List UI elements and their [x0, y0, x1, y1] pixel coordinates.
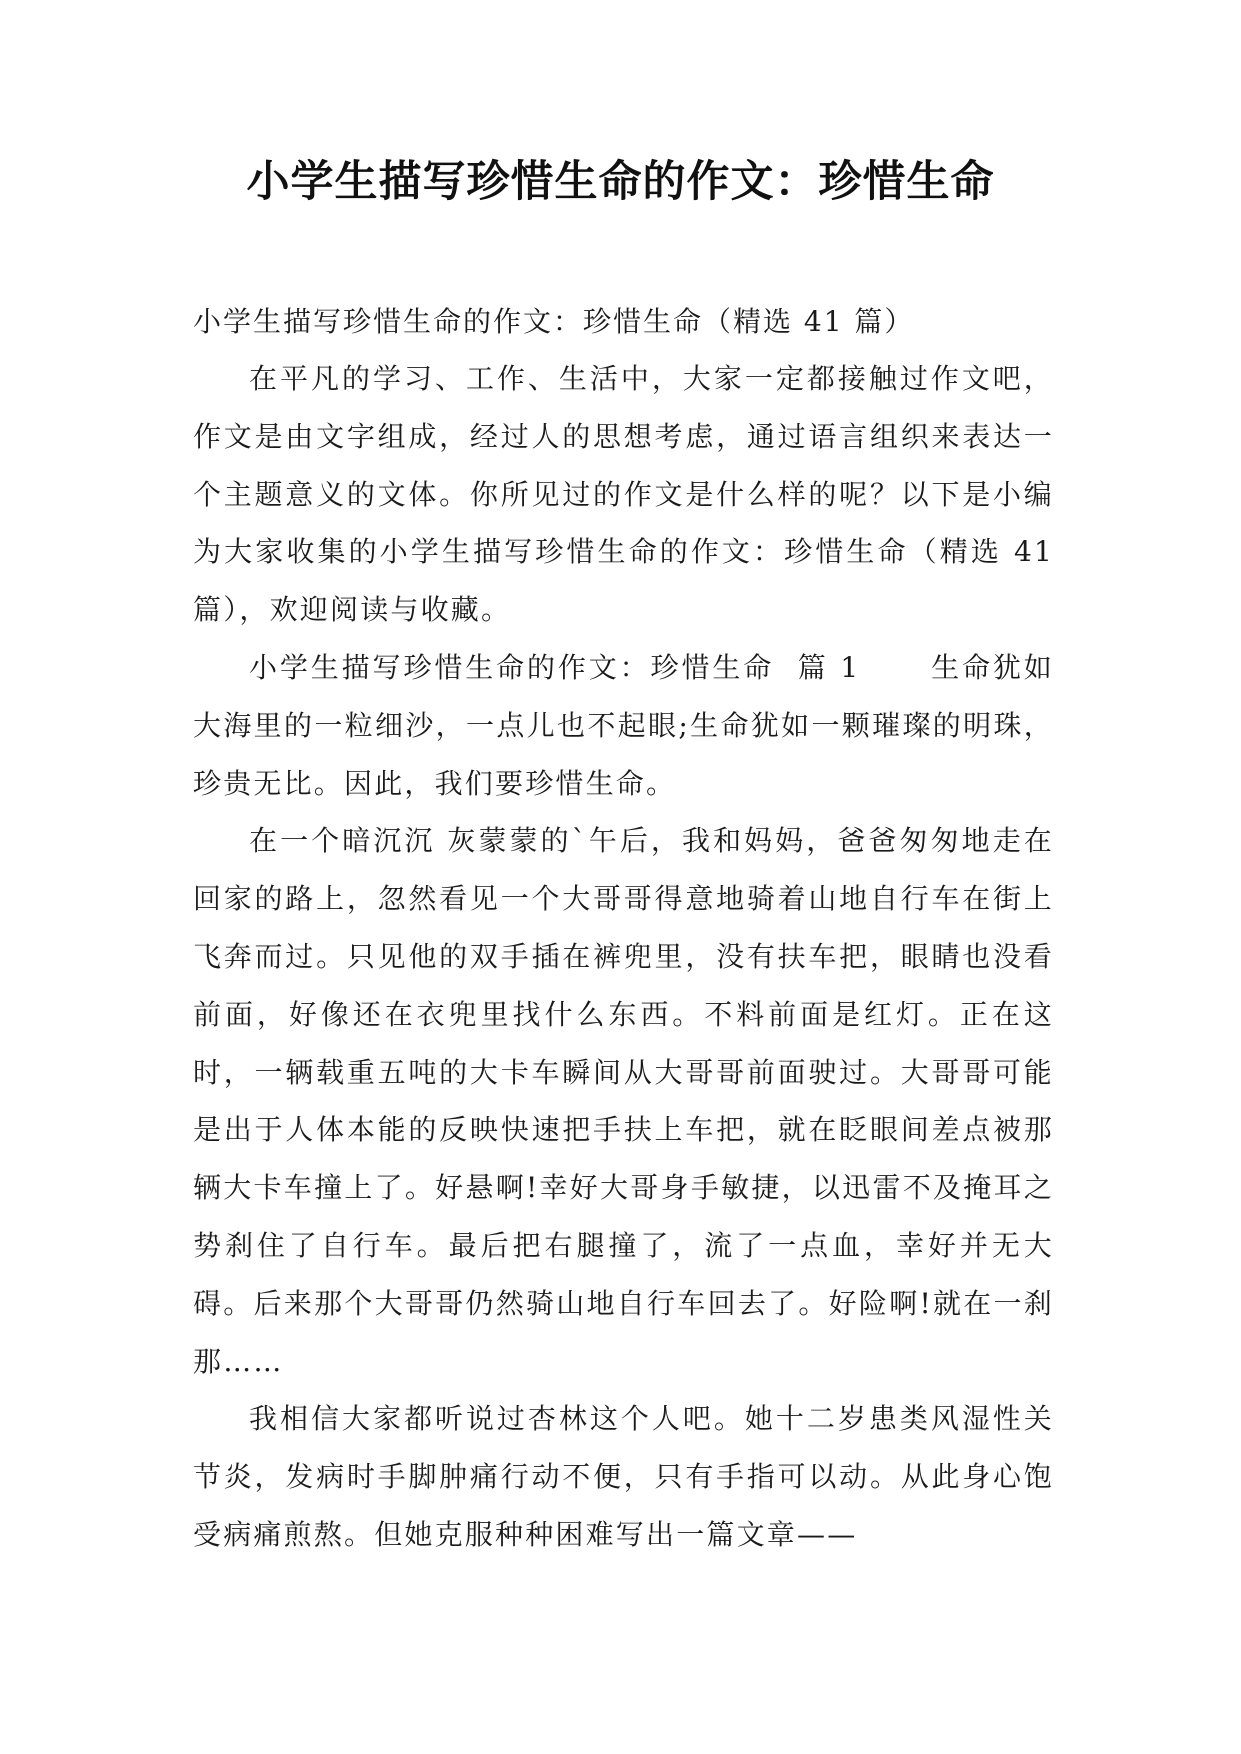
document-body	[193, 293, 1066, 1564]
document-title: 小学生描写珍惜生命的作文：珍惜生命	[246, 157, 995, 207]
paragraph-essay-1-example: 我相信大家都听说过杏林这个人吧。她十二岁患类风湿性关节炎，发病时手脚肿痛行动不便，只有手指可以动。从此身心饱受病痛煎熬。但她克服种种困难写出一篇文章——	[193, 1402, 1054, 1551]
document-subtitle: 小学生描写珍惜生命的作文：珍惜生命（精选 41 篇）	[193, 305, 915, 338]
paragraph-essay-1-story: 在一个暗沉沉 灰蒙蒙的`午后，我和妈妈，爸爸匆匆地走在回家的路上，忽然看见一个大哥哥得意地骑着山地自行车在街上飞奔而过。只见他的双手插在裤兜里，没有扶车把，眼睛也没看前面，好像还在衣兜里找什么东西。不料前面是红灯。正在这时，一辆载重五吨的大卡车瞬间从大哥哥前面驶过。大哥哥可能是出于人体本能的反映快速把手扶上车把，就在眨眼间差点被那辆大卡车撞上了。好悬啊!幸好大哥身手敏捷，以迅雷不及掩耳之势刹住了自行车。最后把右腿撞了，流了一点血，幸好并无大碍。后来那个大哥哥仍然骑山地自行车回去了。好险啊!就在一刹那……	[193, 824, 1054, 1378]
paragraph-intro: 在平凡的学习、工作、生活中，大家一定都接触过作文吧，作文是由文字组成，经过人的思想考虑，通过语言组织来表达一个主题意义的文体。你所见过的作文是什么样的呢？以下是小编为大家收集的小学生描写珍惜生命的作文：珍惜生命（精选 41 篇），欢迎阅读与收藏。	[193, 362, 1066, 627]
paragraph-essay-1-opening: 小学生描写珍惜生命的作文：珍惜生命 篇 1 生命犹如大海里的一粒细沙，一点儿也不起眼;生命犹如一颗璀璨的明珠，珍贵无比。因此，我们要珍惜生命。	[193, 650, 1054, 800]
